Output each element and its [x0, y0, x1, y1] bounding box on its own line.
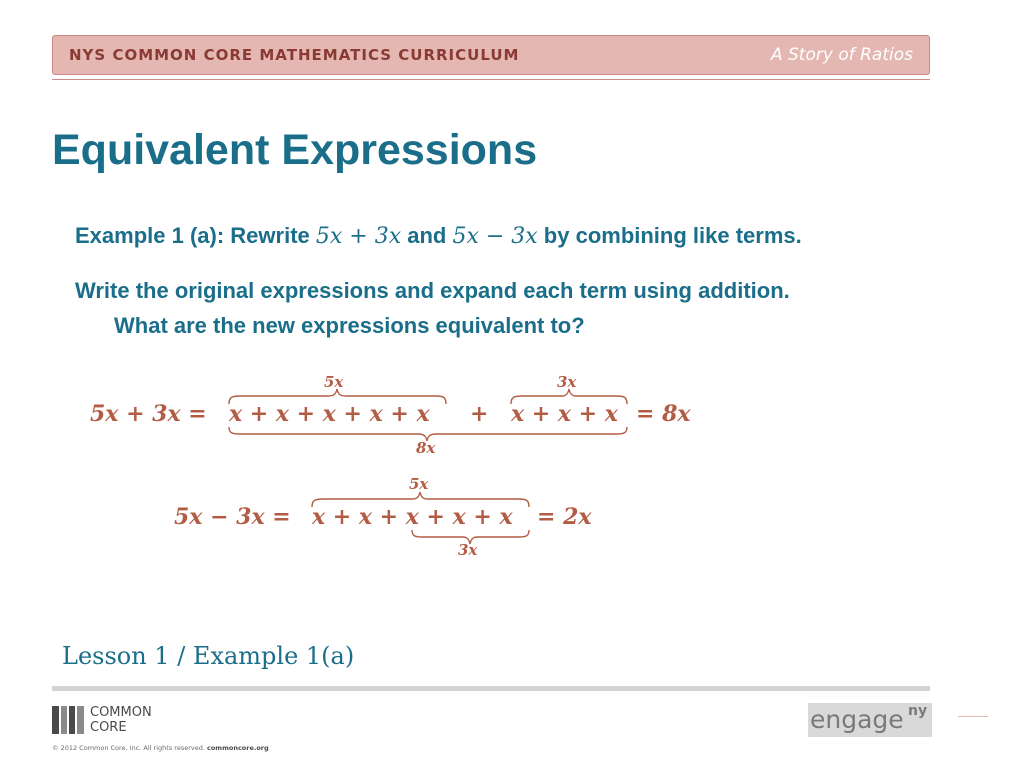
expression-difference: 5x − 3x — [452, 224, 538, 249]
and-word: and — [401, 223, 453, 248]
engage-word: engage — [810, 705, 904, 734]
common-core-bars-icon — [52, 706, 86, 734]
eq2-label-3x: 3x — [458, 541, 478, 559]
question-line: What are the new expressions equivalent to? — [114, 313, 585, 338]
curriculum-title: NYS COMMON CORE MATHEMATICS CURRICULUM — [69, 46, 520, 64]
logo-line-common: COMMON — [90, 705, 152, 720]
side-dash — [958, 716, 988, 717]
footer-divider — [52, 686, 930, 691]
lesson-caption: Lesson 1 / Example 1(a) — [62, 642, 355, 670]
copyright-text: © 2012 Common Core, Inc. All rights reserved. — [52, 744, 207, 752]
eq1-label-5x: 5x — [324, 373, 344, 391]
eq1-plus: + — [470, 401, 489, 427]
site-link[interactable]: commoncore.org — [206, 744, 269, 752]
eq2-lhs: 5x − 3x = — [174, 504, 291, 530]
eq1-lhs: 5x + 3x = — [90, 401, 207, 427]
engage-ny: ny — [908, 703, 928, 719]
page-title: Equivalent Expressions — [52, 126, 538, 174]
eq1-label-8x: 8x — [416, 439, 436, 457]
eq2-label-5x: 5x — [409, 475, 429, 493]
logo-line-core: CORE — [90, 720, 127, 735]
example-label: Example 1 (a): Rewrite — [75, 223, 316, 248]
eq1-group-b: x + x + x — [511, 401, 618, 427]
eq1-result: = 8x — [636, 401, 691, 427]
instruction-line: Write the original expressions and expand each term using addition. — [75, 278, 790, 303]
engageny-logo — [808, 703, 932, 737]
eq1-group-a: x + x + x + x + x — [229, 401, 430, 427]
prompt-tail: by combining like terms. — [537, 223, 802, 248]
expression-sum: 5x + 3x — [315, 224, 402, 249]
eq2-result: = 2x — [537, 504, 592, 530]
common-core-logo — [52, 705, 182, 735]
module-title: A Story of Ratios — [770, 45, 913, 65]
eq2-group: x + x + x + x + x — [312, 504, 513, 530]
eq1-label-3x: 3x — [557, 373, 577, 391]
copyright-notice — [52, 744, 269, 752]
